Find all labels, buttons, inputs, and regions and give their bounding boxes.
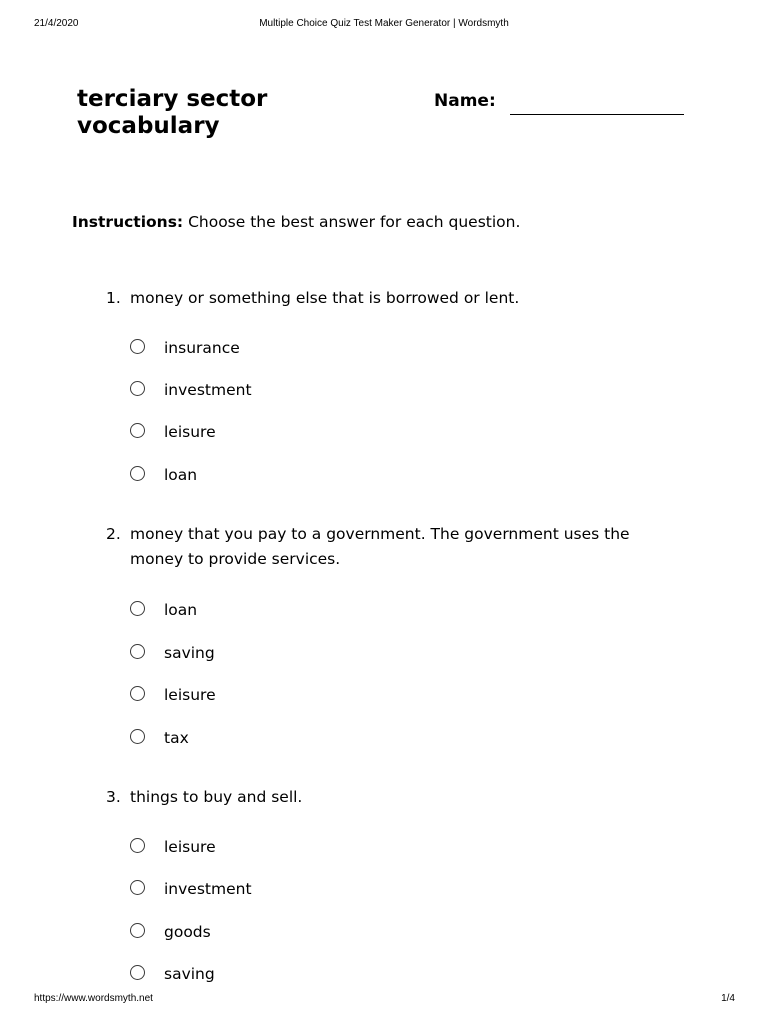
question-text — [106, 522, 646, 572]
quiz-title-line-1: terciary sector — [77, 86, 268, 112]
radio-button[interactable] — [130, 423, 145, 438]
answer-option[interactable] — [130, 836, 430, 860]
radio-button[interactable] — [130, 339, 145, 354]
instructions-text: Choose the best answer for each question. — [183, 213, 521, 231]
option-label: insurance — [164, 339, 240, 357]
option-label: saving — [164, 644, 215, 662]
option-label: goods — [164, 923, 211, 941]
print-page-number: 1/4 — [721, 993, 735, 1004]
radio-button[interactable] — [130, 838, 145, 853]
option-label: saving — [164, 965, 215, 983]
radio-button[interactable] — [130, 965, 145, 980]
answer-option[interactable] — [130, 379, 430, 403]
print-page-title: Multiple Choice Quiz Test Maker Generator | Wordsmyth — [259, 18, 509, 29]
print-url: https://www.wordsmyth.net — [34, 993, 153, 1004]
radio-button[interactable] — [130, 923, 145, 938]
option-label: leisure — [164, 423, 216, 441]
answer-option[interactable] — [130, 642, 430, 666]
option-label: leisure — [164, 838, 216, 856]
print-footer — [0, 992, 768, 1006]
answer-option[interactable] — [130, 464, 430, 488]
question-number: 1. — [106, 289, 121, 307]
option-label: leisure — [164, 686, 216, 704]
name-label: Name: — [434, 91, 496, 111]
answer-option[interactable] — [130, 921, 430, 945]
radio-button[interactable] — [130, 381, 145, 396]
radio-button[interactable] — [130, 729, 145, 744]
answer-option[interactable] — [130, 727, 430, 751]
answer-option[interactable] — [130, 599, 430, 623]
option-label: loan — [164, 601, 198, 619]
answer-option[interactable] — [130, 421, 430, 445]
quiz-title — [77, 86, 377, 140]
print-date: 21/4/2020 — [34, 18, 79, 29]
instructions — [72, 211, 520, 233]
answer-option[interactable] — [130, 963, 430, 987]
question-prompt: money that you pay to a government. The government uses the money to provide services. — [130, 525, 630, 568]
option-label: tax — [164, 729, 189, 747]
quiz-title-line-2: vocabulary — [77, 113, 220, 139]
question-text — [106, 286, 646, 311]
radio-button[interactable] — [130, 601, 145, 616]
option-label: loan — [164, 466, 198, 484]
print-header — [0, 17, 768, 31]
option-label: investment — [164, 880, 252, 898]
answer-option[interactable] — [130, 684, 430, 708]
question-text — [106, 785, 646, 810]
radio-button[interactable] — [130, 686, 145, 701]
question-prompt: things to buy and sell. — [130, 788, 303, 806]
instructions-label: Instructions: — [72, 213, 184, 231]
question-prompt: money or something else that is borrowed or lent. — [130, 289, 520, 307]
answer-option[interactable] — [130, 337, 430, 361]
option-label: investment — [164, 381, 252, 399]
radio-button[interactable] — [130, 644, 145, 659]
radio-button[interactable] — [130, 466, 145, 481]
radio-button[interactable] — [130, 880, 145, 895]
question-number: 2. — [106, 525, 121, 543]
question-number: 3. — [106, 788, 121, 806]
answer-option[interactable] — [130, 878, 430, 902]
name-blank-line — [510, 114, 684, 115]
